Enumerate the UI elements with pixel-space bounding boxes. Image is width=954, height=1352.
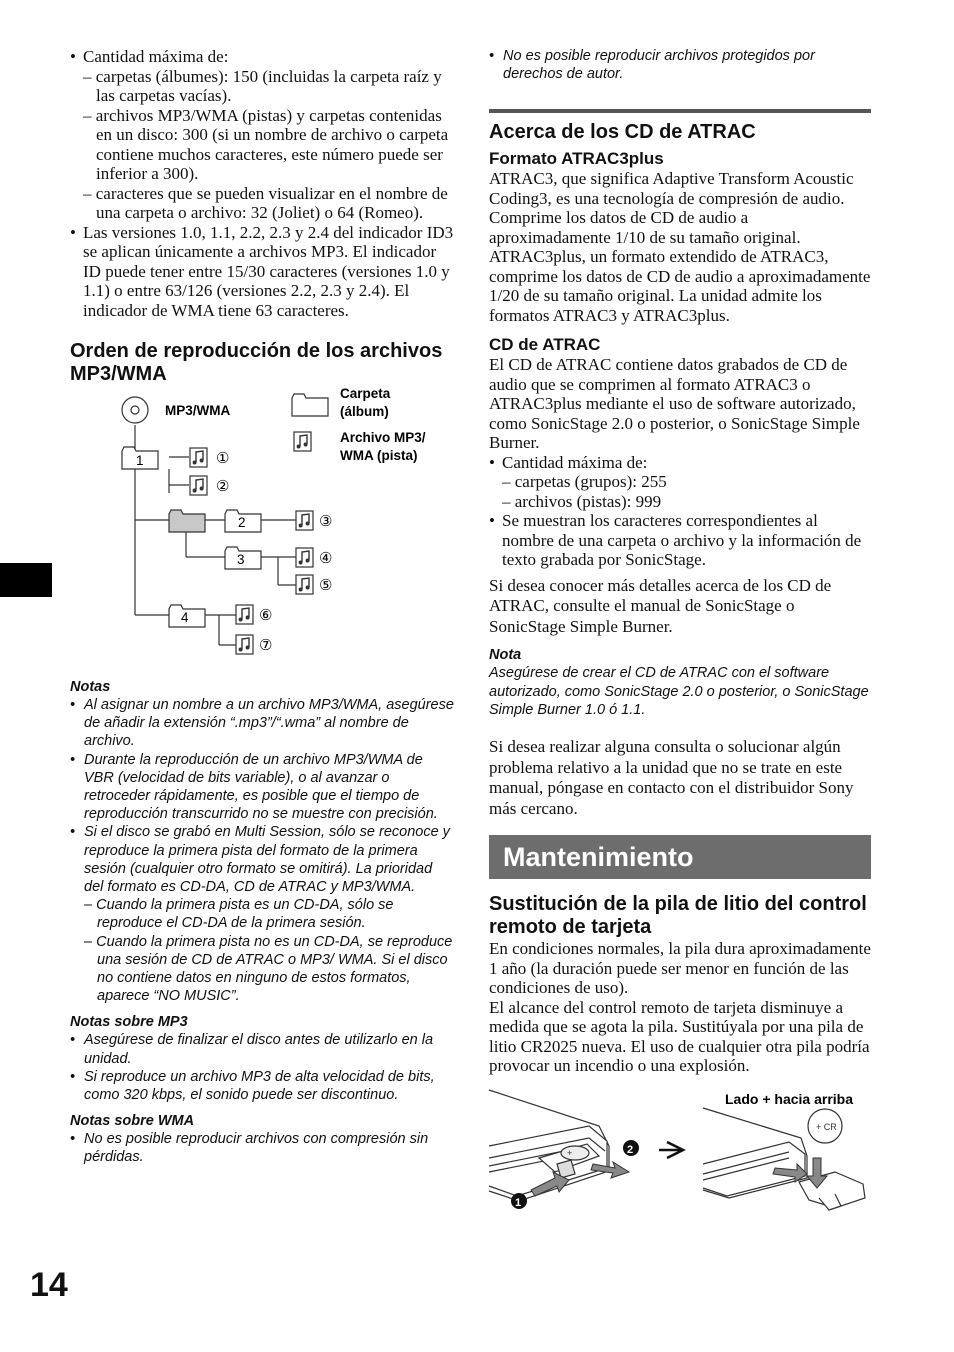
consult-text: Si desea realizar alguna consulta o solucionar algún problema relativo a la unidad que no se trate en este manual, póngase en contacto con el distribuidor Sony más cercano. [489,737,854,818]
list-item: • No es posible reproducir archivos protegidos por derechos de autor. [489,47,871,83]
list-item: • Durante la reproducción de un archivo MP3/WMA de VBR (velocidad de bits variable), o al avanzar o retroceder rápidamente, es posible que el tiempo de reproducción transcurrido no se muestre con precisión. [70,751,455,824]
heading-playback-order: Orden de reproducción de los archivos MP3/WMA [70,340,443,385]
subheading-atrac-cd: CD de ATRAC [489,335,601,355]
track-icon [236,605,253,624]
step2-label: 2 [627,1143,634,1156]
details-text: Si desea conocer más detalles acerca de los CD de ATRAC, consulte el manual de SonicStage o SonicStage Simple Burner. [489,575,832,636]
legend-folder-icon [292,394,328,416]
atrac-cd-text: El CD de ATRAC contiene datos grabados de CD de audio que se comprimen al formato ATRAC3 o ATRAC3plus mediante el uso de software autorizado, como SonicStage 2.0 o posterior, o SonicStage Simple Burner. [489,355,860,453]
list-item: – carpetas (grupos): 255 [502,472,667,492]
track-number: ⑦ [259,637,273,654]
note-title: Nota [489,647,522,664]
notes-section [70,678,455,1167]
list-item: • No es posible reproducir archivos con compresión sin pérdidas. [70,1130,455,1166]
track-number: ④ [319,550,333,567]
folder-icon [169,510,205,532]
track-icon [190,448,207,467]
list-item: – carpetas (álbumes): 150 (incluidas la carpeta raíz y las carpetas vacías). [83,66,442,105]
list-item: – archivos MP3/WMA (pistas) y carpetas contenidas en un disco: 300 (si un nombre de archivo o carpeta contiene muchos caracteres, este número puede ser inferior a 300). [83,105,449,183]
step1-label: 1 [515,1196,522,1209]
list-item: – archivos (pistas): 999 [502,491,662,511]
list-item: • Las versiones 1.0, 1.1, 2.2, 2.3 y 2.4 del indicador ID3 se aplican únicamente a archivos MP3. El indicador ID puede tener entre 15/30 caracteres (versiones 1.0 y 1.1) o entre 63/126 (versiones 2.2, 2.3 y 2.4). El indicador de WMA tiene 63 caracteres. [70,223,455,321]
track-number: ① [216,450,230,467]
maintenance-banner: Mantenimiento [489,835,871,879]
track-icon [236,635,253,654]
right-column [489,47,871,1226]
page-number: 14 [30,1266,68,1304]
folder-number: 4 [181,610,189,625]
mp3-notes-title: Notas sobre MP3 [70,1014,188,1031]
list-item: • Asegúrese de finalizar el disco antes de utilizarlo en la unidad. [70,1031,455,1067]
battery-text: En condiciones normales, la pila dura aproximadamente 1 año (la duración puede ser menor en función de las condiciones de uso). [489,939,871,998]
track-icon [296,511,313,530]
legend-folder-label: Carpeta [340,386,391,401]
note-text: Asegúrese de crear el CD de ATRAC con el software autorizado, como SonicStage 2.0 o posterior, o SonicStage Simple Burner 1.0 ó 1.1. [489,665,869,718]
max-quantity-list [70,47,455,320]
list-item: • Al asignar un nombre a un archivo MP3/WMA, asegúrese de añadir la extensión “.mp3”/“.wma” al nombre de archivo. [70,696,455,751]
legend-track-label: Archivo MP3/ [340,430,426,445]
atrac3plus-text: ATRAC3, que significa Adaptive Transform Acoustic Coding3, es una tecnología de compresión de audio. Comprime los datos de CD de audio a aproximadamente 1/10 de su tamaño original. ATRAC3plus, un formato extendido de ATRAC3, comprime los datos de CD de audio a aproximadamente 1/20 de su tamaño original. La unidad admite los formatos ATRAC3 y ATRAC3plus. [489,169,871,325]
track-number: ② [216,478,230,495]
heading-atrac: Acerca de los CD de ATRAC [489,121,756,144]
track-number: ⑥ [259,607,273,624]
legend-folder-label: (álbum) [340,404,389,419]
legend-track-icon [294,432,311,451]
svg-text:+ CR: + CR [816,1121,837,1132]
track-icon [296,548,313,567]
folder-number: 3 [237,552,245,567]
list-item: • Se muestran los caracteres correspondientes al nombre de una carpeta o archivo y la información de texto grabada por SonicStage. [489,511,871,570]
section-tab [0,563,52,597]
playback-order-diagram [70,386,455,682]
battery-text: El alcance del control remoto de tarjeta disminuye a medida que se agota la pila. Sustitúyala por una pila de litio CR2025 nueva. El uso de cualquier otra pila podría provocar un incendio o una explosión. [489,997,870,1076]
track-icon [190,476,207,495]
heading-battery: Sustitución de la pila de litio del control remoto de tarjeta [489,893,867,939]
list-item: • Cantidad máxima de: [489,453,871,473]
track-number: ③ [319,513,333,530]
svg-text:+: + [567,1147,573,1158]
list-item: • Si el disco se grabó en Multi Session, sólo se reconoce y reproduce la primera pista del formato de la primera sesión (cualquier otro formato se omitirá). La prioridad del formato es CD-DA, CD de ATRAC y MP3/WMA. [70,823,455,896]
left-column [70,47,455,1167]
illustration-label: Lado + hacia arriba [725,1090,853,1107]
notes-title: Notas [70,679,111,695]
folder-number: 1 [136,453,144,468]
list-item: – Cuando la primera pista es un CD-DA, sólo se reproduce el CD-DA de la primera sesión. [84,897,394,932]
list-item: • Si reproduce un archivo MP3 de alta velocidad de bits, como 320 kbps, el sonido puede ser discontinuo. [70,1068,455,1104]
remote-illustration [703,1108,865,1210]
list-item: – caracteres que se pueden visualizar en el nombre de una carpeta o archivo: 32 (Joliet) o 64 (Romeo). [83,183,448,222]
legend-track-label: WMA (pista) [340,448,418,463]
battery-replacement-illustration [489,1086,871,1226]
folder-number: 2 [238,515,246,530]
track-icon [296,575,313,594]
section-rule [489,109,871,113]
list-item: – Cuando la primera pista no es un CD-DA, se reproduce una sesión de CD de ATRAC o MP3/ WMA. Si el disco no contiene datos en ninguno de estos formatos, aparece “NO MUSIC”. [84,933,453,1005]
root-label: MP3/WMA [165,403,231,418]
list-item: • Cantidad máxima de: [70,47,455,67]
subheading-atrac3plus: Formato ATRAC3plus [489,149,664,169]
track-number: ⑤ [319,577,333,594]
wma-notes-title: Notas sobre WMA [70,1113,195,1130]
